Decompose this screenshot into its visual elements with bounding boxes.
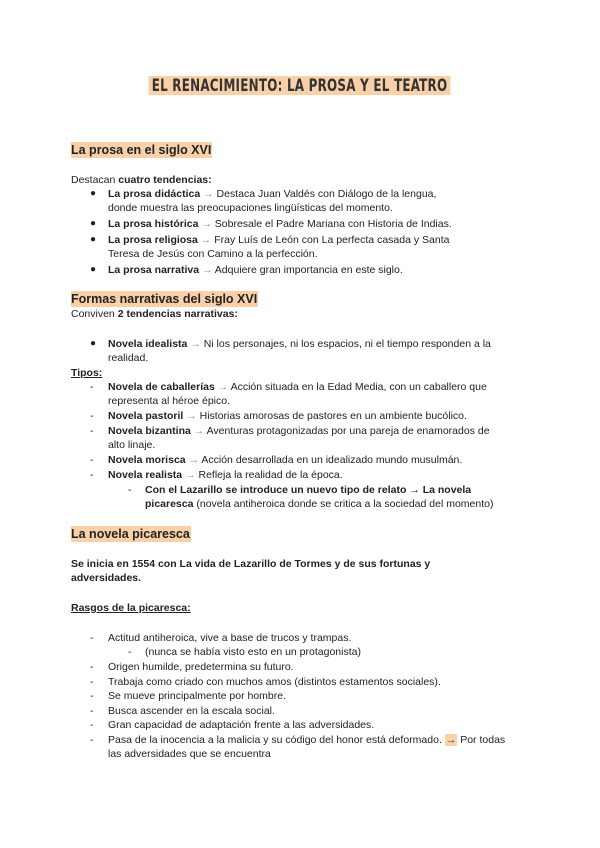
intro-line: Se inicia en 1554 con La vida de Lazarillo de Tormes y de sus fortunas y xyxy=(71,558,431,570)
bullet-icon: ● xyxy=(90,188,97,199)
rasgos-label: Rasgos de la picaresca: xyxy=(71,602,191,614)
list-item: Se mueve principalmente por hombre. xyxy=(108,690,287,702)
list-item-cont: realidad. xyxy=(108,352,149,364)
page-title xyxy=(0,76,600,95)
list-item-cont: donde muestra las preocupaciones lingüísticas del momento. xyxy=(108,202,393,214)
arrow-icon: → xyxy=(445,734,457,746)
list-item-cont: Teresa de Jesús con Camino a la perfección. xyxy=(108,248,318,260)
dash-icon: - xyxy=(90,661,94,673)
tipos-label: Tipos: xyxy=(71,367,103,379)
dash-icon: - xyxy=(90,705,94,717)
list-item: La prosa religiosa → Fray Luís de León con La perfecta casada y Santa xyxy=(108,234,450,246)
list-item: Novela bizantina → Aventuras protagonizadas por una pareja de enamorados de xyxy=(108,425,490,437)
list-item: Origen humilde, predetermina su futuro. xyxy=(108,661,294,673)
intro-line-cont: adversidades. xyxy=(71,572,142,584)
list-item: Novela idealista → Ni los personajes, ni los espacios, ni el tiempo responden a la xyxy=(108,338,491,350)
intro-line: Destacan cuatro tendencias: xyxy=(71,174,212,186)
dash-icon: - xyxy=(90,469,94,481)
intro-line: Conviven 2 tendencias narrativas: xyxy=(71,308,238,320)
dash-icon: - xyxy=(90,454,94,466)
list-item: Novela pastoril → Historias amorosas de pastores en un ambiente bucólico. xyxy=(108,410,467,422)
dash-icon: - xyxy=(90,690,94,702)
list-item-cont: representa al héroe épico. xyxy=(108,395,230,407)
dash-icon: - xyxy=(90,676,94,688)
list-item-cont: las adversidades que se encuentra xyxy=(108,748,271,760)
dash-icon: - xyxy=(128,646,132,658)
list-item: Novela morisca → Acción desarrollada en un idealizado mundo musulmán. xyxy=(108,454,463,466)
list-item: Trabaja como criado con muchos amos (distintos estamentos sociales). xyxy=(108,676,441,688)
sub-list-item-cont: picaresca (novela antiheroica donde se critica a la sociedad del momento) xyxy=(145,498,494,510)
list-item: Pasa de la inocencia a la malicia y su código del honor está deformado. → Por todas xyxy=(108,734,506,746)
list-item: Actitud antiheroica, vive a base de trucos y trampas. xyxy=(108,632,352,644)
page-title-text: EL RENACIMIENTO: LA PROSA Y EL TEATRO xyxy=(149,76,451,95)
dash-icon: - xyxy=(90,734,94,746)
bullet-icon: ● xyxy=(90,234,97,245)
section-heading-prosa: La prosa en el siglo XVI xyxy=(71,143,212,157)
section-heading-formas: Formas narrativas del siglo XVI xyxy=(71,292,258,306)
dash-icon: - xyxy=(128,484,132,496)
list-item: Novela de caballerías → Acción situada en la Edad Media, con un caballero que xyxy=(108,381,487,393)
list-item: La prosa didáctica → Destaca Juan Valdés con Diálogo de la lengua, xyxy=(108,188,437,200)
list-item: Gran capacidad de adaptación frente a las adversidades. xyxy=(108,719,375,731)
sub-list-item: (nunca se había visto esto en un protagonista) xyxy=(145,646,361,658)
list-item: Novela realista → Refleja la realidad de la época. xyxy=(108,469,343,481)
list-item: La prosa histórica → Sobresale el Padre Mariana con Historia de Indias. xyxy=(108,218,452,230)
section-heading-picaresca: La novela picaresca xyxy=(71,527,190,541)
list-item: Busca ascender en la escala social. xyxy=(108,705,275,717)
dash-icon: - xyxy=(90,632,94,644)
dash-icon: - xyxy=(90,381,94,393)
dash-icon: - xyxy=(90,425,94,437)
dash-icon: - xyxy=(90,410,94,422)
list-item: La prosa narrativa → Adquiere gran importancia en este siglo. xyxy=(108,264,403,276)
bullet-icon: ● xyxy=(90,218,97,229)
sub-list-item: Con el Lazarillo se introduce un nuevo tipo de relato → La novela xyxy=(145,484,472,496)
bullet-icon: ● xyxy=(90,264,97,275)
list-item-cont: alto linaje. xyxy=(108,439,156,451)
bullet-icon: ● xyxy=(90,338,97,349)
dash-icon: - xyxy=(90,719,94,731)
